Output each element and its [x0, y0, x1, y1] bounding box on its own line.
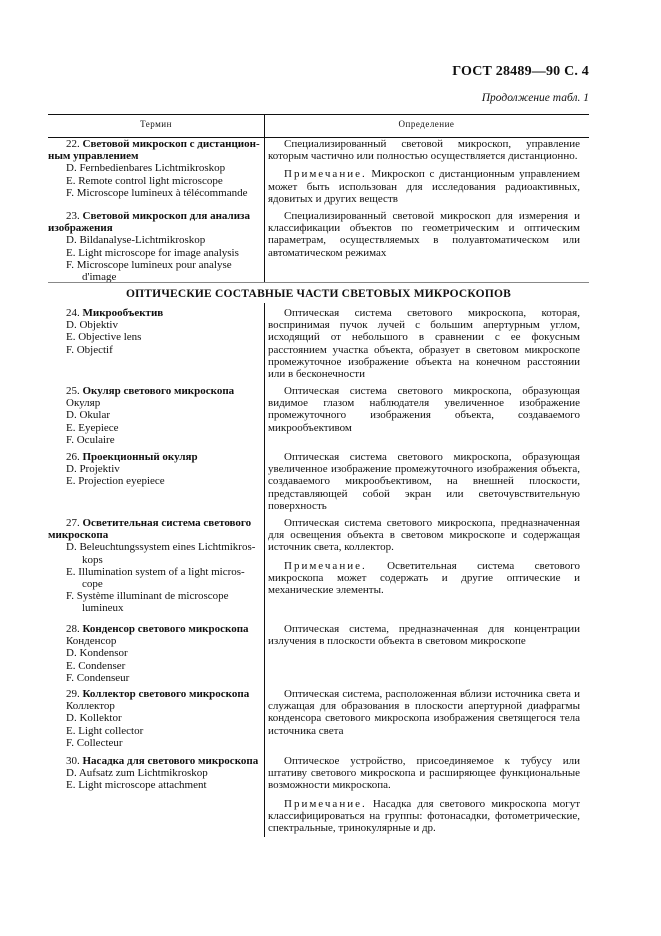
term-title: Насадка для светового микроскопа: [82, 755, 259, 767]
term-title: Световой микроскоп с дистанцион-: [82, 138, 260, 150]
term-number: 22.: [66, 138, 80, 150]
term-equivalent: D. Projektiv: [66, 463, 120, 476]
definition-text: Специализированный световой микроскоп, управление которым частично или полностью осуществляется дистанционно.: [268, 138, 580, 163]
term-title: Коллектор светового микроскопа: [82, 688, 250, 700]
column-divider-lower: [264, 303, 265, 837]
term-29: [66, 688, 260, 749]
definition-text: Оптическое устройство, присоединяемое к тубусу или штативу светового микроскопа и расширяющее функциональные возможности микроскопа.: [268, 755, 580, 792]
term-title-cont: изображения: [48, 222, 113, 235]
term-28: [66, 623, 260, 684]
note-text: Микроскоп с дистанционным управлением может быть использован для исследования радиоактивных, ядовитых и других веществ: [268, 168, 580, 205]
definition-text: Оптическая система светового микроскопа, которая, воспринимая пучок лучей с большим апертурным углом, исходящий от небольшого в сравнении с ее фокусным расстоянием участка объекта, образует в световом микроскопе промежуточное изображение объекта на конечном расстоянии или в бесконечности: [268, 307, 580, 381]
note-label: Примечание.: [284, 168, 367, 181]
definition-text: Оптическая система светового микроскопа, предназначенная для освещения объекта в световом микроскопе и содержащая источник света, коллектор.: [268, 517, 580, 554]
definition-24: [268, 307, 580, 386]
definition-text: Оптическая система светового микроскопа, образующая видимое глазом наблюдателя увеличенное изображение промежуточного изображения объекта, создаваемого микрообъективом: [268, 385, 580, 434]
column-header-definition: Определение: [398, 119, 455, 129]
term-title-cont: ным управлением: [48, 150, 139, 163]
term-equivalent: E. Light collector: [66, 724, 144, 737]
term-equivalent: D. Fernbedienbares Lichtmikroskop: [66, 162, 226, 175]
definition-29: [268, 688, 580, 743]
term-26: [66, 451, 260, 488]
definition-23: [268, 210, 580, 265]
term-equivalent: D. Kondensor: [66, 647, 128, 660]
term-equivalent-cont: lumineux: [82, 602, 124, 615]
term-equivalent: F. Objectif: [66, 343, 113, 356]
term-synonym: Конденсор: [66, 635, 117, 648]
note-text: Насадка для светового микроскопа могут классифицироваться на группы: фотонасадки, фотометрические, спектральные, тринокулярные и др.: [268, 797, 581, 835]
definition-text: Оптическая система, предназначенная для концентрации излучения в плоскости объекта в световом микроскопе: [268, 623, 580, 648]
definition-text: Оптическая система, расположенная вблизи источника света и служащая для образования в плоскости апертурной диафрагмы конденсора светового микроскопа изображения светящегося тела источника света: [268, 688, 580, 737]
term-synonym: Коллектор: [66, 700, 115, 713]
note-text: Осветительная система светового микроскопа может содержать и другие оптические и механические элементы.: [268, 559, 581, 597]
section-divider: [48, 282, 589, 283]
term-number: 25.: [66, 385, 80, 397]
term-equivalent: F. Collecteur: [66, 736, 123, 749]
term-equivalent: D. Objektiv: [66, 319, 118, 332]
term-equivalent: E. Remote control light microscope: [66, 174, 223, 187]
term-equivalent: D. Beleuchtungssystem eines Lichtmikros-: [66, 541, 256, 554]
term-equivalent: F. Système illuminant de microscope: [66, 590, 229, 603]
table-continuation-label: Продолжение табл. 1: [481, 92, 589, 104]
term-equivalent: D. Okular: [66, 409, 110, 422]
term-title: Конденсор светового микроскопа: [82, 623, 249, 635]
definition-30: [268, 755, 580, 840]
term-equivalent: F. Oculaire: [66, 433, 115, 446]
term-number: 30.: [66, 755, 80, 767]
term-title: Световой микроскоп для анализа: [82, 210, 250, 222]
term-24: [66, 307, 260, 356]
note-label: Примечание.: [284, 797, 367, 810]
definition-25: [268, 385, 580, 440]
term-title: Микрообъектив: [82, 307, 164, 319]
definition-27: [268, 517, 580, 602]
term-equivalent: D. Kollektor: [66, 712, 122, 725]
term-equivalent: F. Microscope lumineux pour analyse: [66, 258, 232, 271]
term-22: [48, 138, 260, 199]
term-equivalent: E. Objective lens: [66, 331, 142, 344]
definition-note: [268, 798, 580, 835]
term-number: 24.: [66, 307, 80, 319]
table-header: [48, 114, 589, 138]
term-synonym: Окуляр: [66, 397, 101, 410]
term-equivalent-cont: kops: [82, 553, 103, 566]
term-number: 28.: [66, 623, 80, 635]
term-equivalent: F. Microscope lumineux à télécommande: [66, 186, 248, 199]
term-equivalent-cont: d'image: [82, 271, 117, 284]
section-title: ОПТИЧЕСКИЕ СОСТАВНЫЕ ЧАСТИ СВЕТОВЫХ МИКРОСКОПОВ: [126, 288, 511, 300]
term-25: [66, 385, 260, 446]
term-title: Окуляр светового микроскопа: [82, 385, 235, 397]
definition-note: [268, 168, 580, 205]
document-reference: ГОСТ 28489—90 С. 4: [452, 64, 589, 79]
definition-note: [268, 560, 580, 597]
definition-text: Оптическая система светового микроскопа, образующая увеличенное изображение промежуточного изображения объекта, создаваемого микрообъективом, на внешней плоскости, представляющей собой экран или светочувствительную поверхность: [268, 451, 580, 512]
term-title: Проекционный окуляр: [82, 451, 198, 463]
definition-text: Специализированный световой микроскоп для измерения и классификации объектов по геометрическим и оптическим параметрам, осуществляемых в полуавтоматическом или автоматическом режимах: [268, 210, 580, 259]
term-equivalent: D. Aufsatz zum Lichtmikroskop: [66, 767, 208, 780]
term-equivalent: E. Condenser: [66, 659, 126, 672]
term-equivalent: E. Light microscope attachment: [66, 779, 207, 792]
term-23: [48, 210, 260, 284]
term-equivalent: E. Illumination system of a light micros-: [66, 565, 245, 578]
term-number: 27.: [66, 517, 80, 529]
column-divider-upper: [264, 136, 265, 282]
term-27: [48, 517, 260, 615]
term-equivalent: E. Projection eyepiece: [66, 475, 165, 488]
definition-28: [268, 623, 580, 653]
note-label: Примечание.: [284, 559, 367, 572]
term-equivalent-cont: cope: [82, 578, 103, 591]
term-title-cont: микроскопа: [48, 529, 109, 542]
definition-22: [268, 138, 580, 211]
column-header-term: Термин: [140, 119, 172, 129]
term-equivalent: E. Light microscope for image analysis: [66, 246, 239, 259]
term-30: [66, 755, 260, 792]
term-equivalent: D. Bildanalyse-Lichtmikroskop: [66, 234, 206, 247]
term-number: 29.: [66, 688, 80, 700]
term-equivalent: E. Eyepiece: [66, 421, 119, 434]
term-title: Осветительная система светового: [82, 517, 252, 529]
definition-26: [268, 451, 580, 518]
term-equivalent: F. Condenseur: [66, 671, 130, 684]
term-number: 23.: [66, 210, 80, 222]
term-number: 26.: [66, 451, 80, 463]
